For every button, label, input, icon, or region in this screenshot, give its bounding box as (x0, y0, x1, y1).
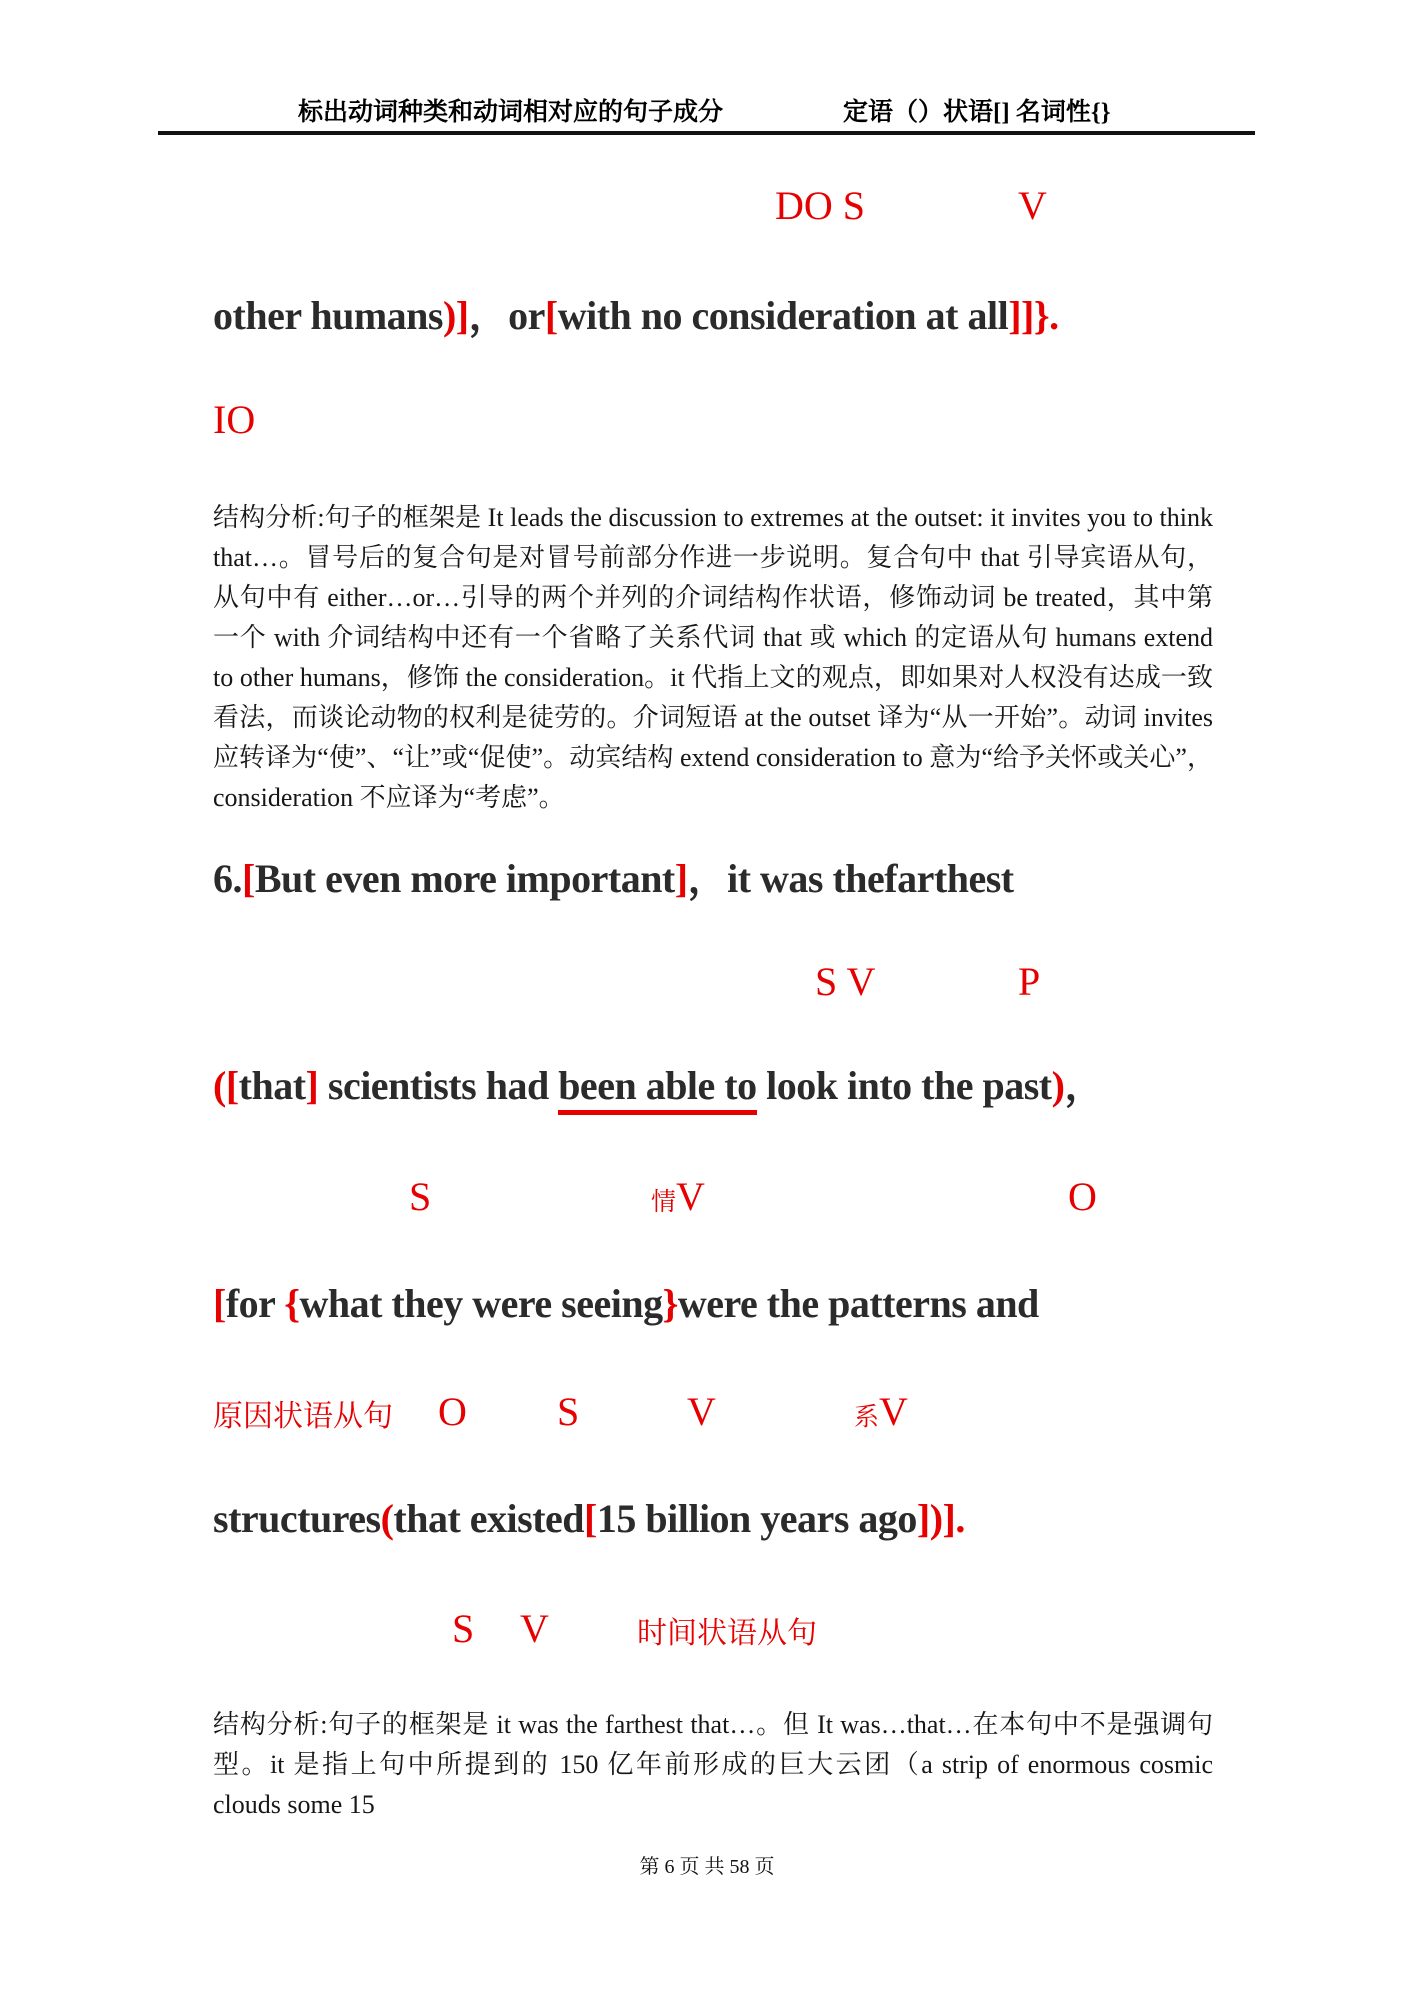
annotation-qing-v (651, 1174, 705, 1219)
annotation-o: O (1068, 1174, 1097, 1219)
text-segment: [ (213, 1281, 226, 1326)
text-segment: ) (1051, 1063, 1065, 1108)
header-instruction: 标出动词种类和动词相对应的句子成分 (298, 99, 724, 126)
text-segment: that existed (393, 1496, 585, 1541)
text-segment: . (955, 1496, 965, 1541)
text-segment: scientists had (318, 1063, 559, 1108)
sentence-6-line-3 (213, 1280, 1039, 1328)
annotation-v: V (687, 1389, 716, 1434)
text-segment: 15 billion years ago (596, 1496, 917, 1541)
sentence-6-line-4 (213, 1495, 965, 1543)
text-segment: ， (687, 856, 728, 901)
annotation-cause-adverbial-clause: 原因状语从句 (213, 1400, 393, 1433)
text-segment: [ (544, 293, 558, 338)
annotation-v: V (520, 1606, 549, 1651)
text-segment: it was thefarthest (727, 856, 1014, 901)
annotation-row-s-qingv-o (0, 1169, 1414, 1217)
text-segment: )] (442, 293, 469, 338)
page-number-indicator: 第 6 页 共 58 页 (639, 1856, 775, 1878)
text-segment: ， (1064, 1063, 1104, 1108)
sentence-6-line-1 (213, 855, 1014, 903)
text-segment: structures (213, 1496, 381, 1541)
annotation-row-yuanyin (0, 1384, 1414, 1432)
text-segment: ， (468, 293, 509, 338)
text-segment: [ (242, 856, 255, 901)
structure-analysis-paragraph-6: 结构分析:句子的框架是 it was the farthest that…。但 It was…that…在本句中不是强调句型。it 是指上句中所提到的 150 亿年前形成的巨大云团（a strip of enormous cosmic clouds some 15 (213, 1710, 1213, 1819)
text-segment: But even more important (254, 856, 675, 901)
annotation-v: V (676, 1174, 705, 1219)
header-legend: 定语（）状语[] 名词性{} (843, 99, 1111, 126)
annotation-xi-v (854, 1389, 908, 1434)
text-segment: ])] (916, 1496, 956, 1541)
text-segment: been able to (558, 1063, 756, 1115)
text-segment: { (284, 1281, 300, 1326)
text-segment: with no consideration at all (557, 293, 1009, 338)
text-segment: were the patterns and (677, 1281, 1039, 1326)
text-segment: or (508, 293, 545, 338)
annotation-qing: 情 (651, 1189, 677, 1216)
text-segment: [ (225, 1063, 239, 1108)
text-segment: 6. (213, 856, 242, 901)
sentence-6-line-2 (213, 1062, 1104, 1110)
text-segment: } (662, 1281, 678, 1326)
text-segment: ] (674, 856, 688, 901)
annotation-row-do-s-v (0, 178, 1414, 226)
annotation-io: IO (213, 397, 256, 442)
annotation-xi: 系 (854, 1404, 880, 1431)
text-segment: [ (584, 1496, 597, 1541)
text-segment: ] (305, 1063, 319, 1108)
text-segment: look into the past (756, 1063, 1052, 1108)
annotation-s-v: S V (815, 959, 876, 1004)
sentence-prev-continuation (213, 292, 1059, 340)
structure-analysis-paragraph-5: 结构分析:句子的框架是 It leads the discussion to extremes at the outset: it invites you to think that…。冒号后的复合句是对冒号前部分作进一步说明。复合句中 that 引导宾语从句，从句中有 either…or…引导的两个并列的介词结构作状语，修饰动词 be treated，其中第一个 with 介词结构中还有一个省略了关系代词 that 或 which 的定语从句 humans extend to other humans，修饰 the consideration。it 代指上文的观点，即如果对人权没有达成一致看法，而谈论动物的权利是徒劳的。介词短语 at the outset 译为“从一开始”。动词 invites 应转译为“使”、“让”或“促使”。动宾结构 extend consideration to 意为“给予关怀或关心”，consideration 不应译为“考虑”。 (213, 503, 1213, 812)
annotation-v: V (1018, 183, 1047, 228)
header-rule (158, 131, 1255, 135)
annotation-s: S (452, 1606, 475, 1651)
annotation-do-s: DO S (775, 183, 866, 228)
text-segment: ]]} (1008, 293, 1050, 338)
text-segment: what they were seeing (299, 1281, 663, 1326)
annotation-s: S (409, 1174, 432, 1219)
text-segment: ( (213, 1063, 226, 1108)
annotation-v: V (879, 1389, 908, 1434)
text-segment: other humans (213, 293, 443, 338)
text-segment: that (238, 1063, 306, 1108)
annotation-s: S (557, 1389, 580, 1434)
text-segment: ( (380, 1496, 394, 1541)
annotation-p: P (1018, 959, 1041, 1004)
annotation-o: O (438, 1389, 467, 1434)
annotation-time-adverbial-clause: 时间状语从句 (637, 1617, 817, 1650)
text-segment: . (1049, 293, 1059, 338)
annotation-row-sv-p (0, 954, 1414, 1002)
annotation-row-io (0, 392, 1414, 440)
annotation-row-sv-time (0, 1601, 1414, 1649)
text-segment: for (225, 1281, 285, 1326)
